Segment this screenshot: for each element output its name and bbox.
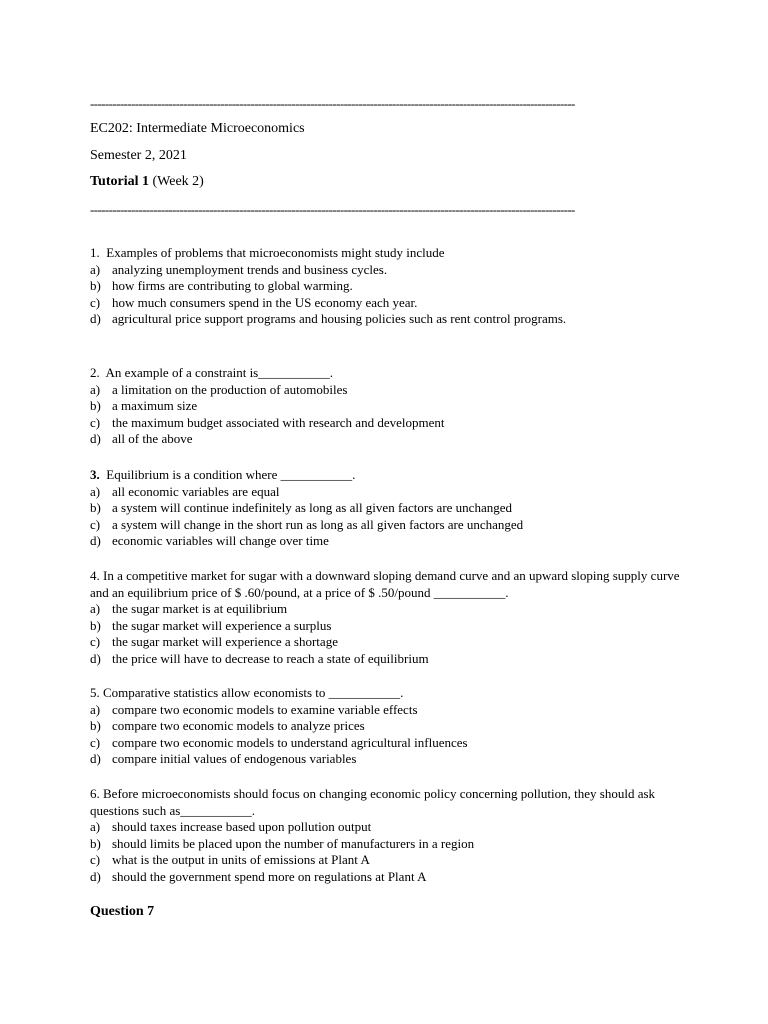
option-letter: a) bbox=[90, 483, 101, 499]
question-text: An example of a constraint is___________. bbox=[99, 365, 333, 380]
option-letter: b) bbox=[90, 718, 101, 733]
header-rule-top: ---------------------------------------------------------------------------------------------------------------------------------- bbox=[90, 96, 575, 111]
question-1 bbox=[90, 245, 680, 328]
option-letter: c) bbox=[90, 734, 101, 750]
tutorial-number: Tutorial 1 bbox=[90, 174, 149, 189]
option-a bbox=[90, 819, 680, 836]
question-number: 5. bbox=[90, 685, 100, 700]
option-list bbox=[90, 702, 680, 768]
course-title: EC202: Intermediate Microeconomics bbox=[90, 121, 305, 136]
question-number: 1. bbox=[90, 245, 100, 260]
question-text: In a competitive market for sugar with a downward sloping demand curve and an upward sloping supply curve and an equilibrium price of $ .60/pound, at a price of $ .50/pound ___________. bbox=[90, 568, 680, 600]
option-letter: b) bbox=[90, 278, 101, 293]
option-letter: b) bbox=[90, 835, 101, 851]
option-text: a limitation on the production of automobiles bbox=[112, 381, 348, 397]
question-text: Examples of problems that microeconomists might study include bbox=[99, 245, 445, 260]
option-letter: a) bbox=[90, 381, 101, 397]
option-letter: b) bbox=[90, 500, 101, 515]
question-4 bbox=[90, 568, 680, 667]
option-d bbox=[90, 311, 680, 328]
option-b bbox=[90, 718, 680, 735]
option-letter: d) bbox=[90, 751, 101, 766]
option-b bbox=[90, 836, 680, 853]
option-b bbox=[90, 500, 680, 517]
option-letter: c) bbox=[90, 634, 101, 649]
option-text: should taxes increase based upon pollution output bbox=[112, 819, 372, 834]
question-stem bbox=[90, 568, 680, 601]
question-5 bbox=[90, 685, 680, 768]
option-c bbox=[90, 852, 680, 869]
question-stem bbox=[90, 365, 680, 382]
option-list bbox=[90, 819, 680, 885]
option-a bbox=[90, 601, 680, 618]
option-a bbox=[90, 702, 680, 719]
option-d bbox=[90, 533, 680, 550]
question-stem bbox=[90, 786, 680, 819]
question-stem bbox=[90, 245, 680, 262]
option-letter: d) bbox=[90, 311, 101, 326]
option-text: the sugar market will experience a shortage bbox=[112, 634, 338, 649]
option-text: how much consumers spend in the US economy each year. bbox=[112, 294, 418, 310]
option-letter: a) bbox=[90, 819, 101, 834]
option-d bbox=[90, 869, 680, 886]
question-text: Comparative statistics allow economists to ___________. bbox=[99, 685, 404, 700]
option-letter: c) bbox=[90, 516, 101, 532]
header-rule-bottom: ---------------------------------------------------------------------------------------------------------------------------------- bbox=[90, 202, 575, 217]
option-list bbox=[90, 601, 680, 667]
option-letter: a) bbox=[90, 701, 101, 717]
option-text: the maximum budget associated with research and development bbox=[112, 414, 445, 430]
option-c bbox=[90, 735, 680, 752]
option-d bbox=[90, 431, 680, 448]
option-text: all of the above bbox=[112, 431, 193, 446]
option-list bbox=[90, 262, 680, 328]
option-letter: d) bbox=[90, 650, 101, 666]
option-text: should limits be placed upon the number of manufacturers in a region bbox=[112, 835, 475, 851]
option-text: agricultural price support programs and housing policies such as rent control programs. bbox=[112, 311, 567, 326]
option-b bbox=[90, 618, 680, 635]
option-list bbox=[90, 484, 680, 550]
option-c bbox=[90, 295, 680, 312]
option-letter: d) bbox=[90, 868, 101, 884]
option-letter: a) bbox=[90, 601, 101, 616]
option-a bbox=[90, 484, 680, 501]
option-text: a maximum size bbox=[112, 398, 198, 413]
question-stem bbox=[90, 685, 680, 702]
question-3 bbox=[90, 467, 680, 550]
question-7-heading: Question 7 bbox=[90, 904, 155, 919]
option-d bbox=[90, 751, 680, 768]
option-text: compare two economic models to examine variable effects bbox=[112, 701, 418, 717]
option-text: compare two economic models to understand agricultural influences bbox=[112, 734, 468, 750]
question-number: 3. bbox=[90, 467, 100, 482]
option-a bbox=[90, 382, 680, 399]
option-text: a system will continue indefinitely as long as all given factors are unchanged bbox=[112, 500, 512, 515]
option-b bbox=[90, 278, 680, 295]
option-c bbox=[90, 517, 680, 534]
semester-label: Semester 2, 2021 bbox=[90, 148, 187, 163]
option-letter: a) bbox=[90, 261, 101, 277]
option-text: compare two economic models to analyze prices bbox=[112, 718, 365, 733]
question-text: Before microeconomists should focus on changing economic policy concerning pollution, they should ask questions such as___________. bbox=[90, 786, 656, 818]
option-c bbox=[90, 415, 680, 432]
question-number: 4. bbox=[90, 568, 100, 583]
option-text: analyzing unemployment trends and business cycles. bbox=[112, 261, 388, 277]
option-letter: c) bbox=[90, 852, 101, 867]
option-text: the sugar market is at equilibrium bbox=[112, 601, 288, 616]
question-number: 6. bbox=[90, 786, 100, 801]
question-stem bbox=[90, 467, 680, 484]
question-2 bbox=[90, 365, 680, 448]
tutorial-label bbox=[90, 173, 204, 191]
tutorial-page bbox=[90, 0, 690, 1024]
tutorial-week: (Week 2) bbox=[149, 174, 204, 189]
question-text: Equilibrium is a condition where ___________. bbox=[99, 467, 356, 482]
option-b bbox=[90, 398, 680, 415]
option-text: all economic variables are equal bbox=[112, 483, 280, 499]
option-d bbox=[90, 651, 680, 668]
option-letter: c) bbox=[90, 414, 101, 430]
question-6 bbox=[90, 786, 680, 885]
option-text: what is the output in units of emissions at Plant A bbox=[112, 852, 370, 867]
option-c bbox=[90, 634, 680, 651]
option-text: should the government spend more on regulations at Plant A bbox=[112, 868, 427, 884]
option-letter: b) bbox=[90, 617, 101, 633]
option-text: economic variables will change over time bbox=[112, 533, 329, 548]
option-letter: d) bbox=[90, 533, 101, 548]
option-letter: d) bbox=[90, 431, 101, 446]
option-letter: c) bbox=[90, 294, 101, 310]
option-text: the price will have to decrease to reach a state of equilibrium bbox=[112, 650, 429, 666]
option-text: a system will change in the short run as long as all given factors are unchanged bbox=[112, 516, 524, 532]
option-letter: b) bbox=[90, 398, 101, 413]
option-text: how firms are contributing to global warming. bbox=[112, 278, 353, 293]
option-a bbox=[90, 262, 680, 279]
question-number: 2. bbox=[90, 365, 100, 380]
option-text: compare initial values of endogenous variables bbox=[112, 751, 357, 766]
option-list bbox=[90, 382, 680, 448]
option-text: the sugar market will experience a surplus bbox=[112, 617, 332, 633]
